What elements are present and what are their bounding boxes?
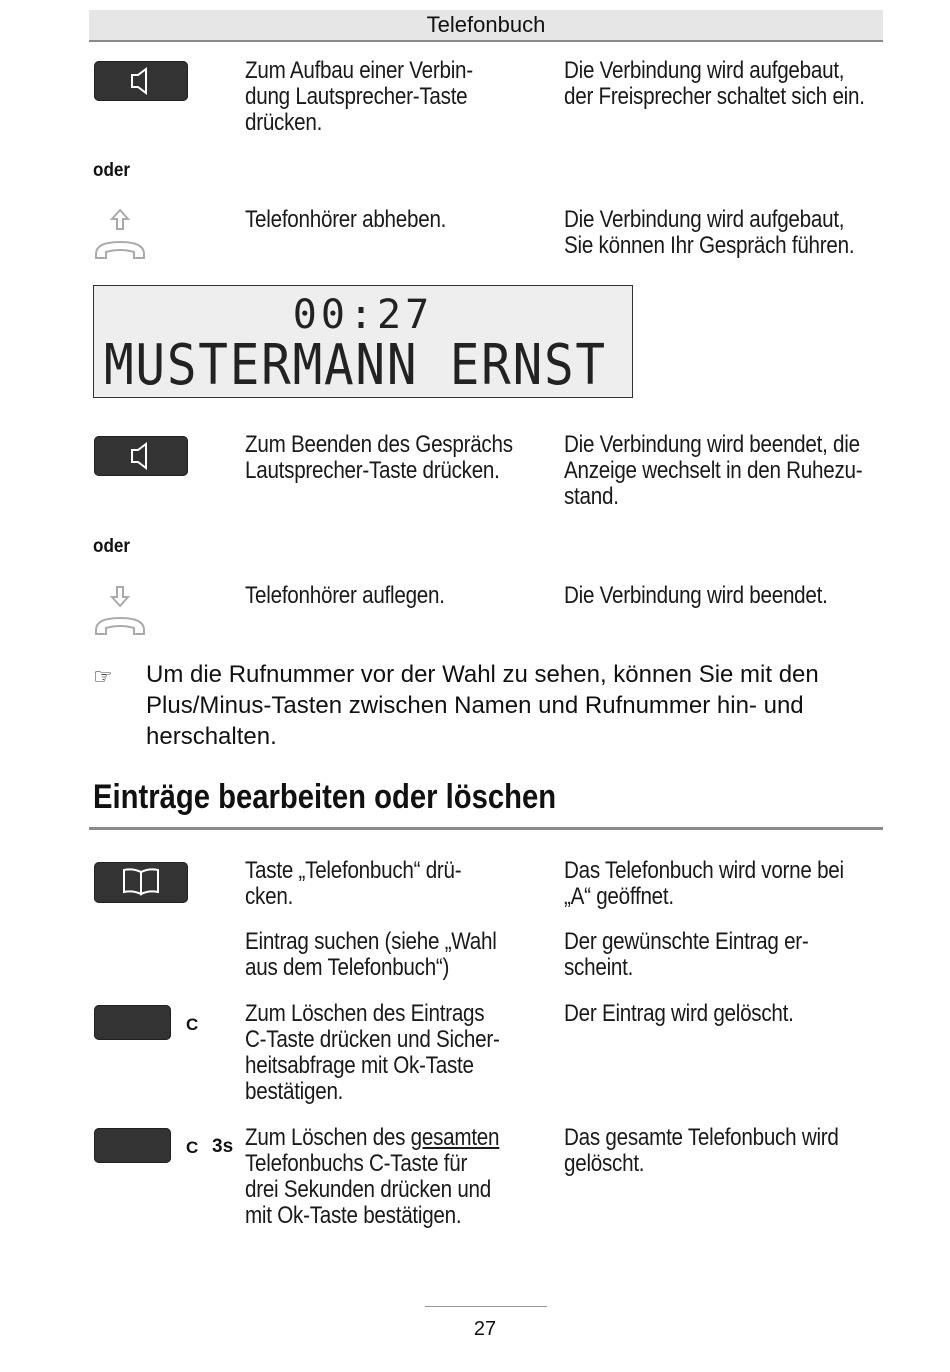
end-speaker-result: Die Verbindung wird beendet, die Anzeige wechselt in den Ruhezu- stand. [564, 431, 863, 510]
footer-divider [425, 1306, 547, 1307]
lcd-call-timer: 00:27 [292, 292, 434, 338]
speaker-icon [94, 436, 188, 476]
hold-duration-label: 3s [212, 1136, 234, 1157]
phonebook-action: Taste „Telefonbuch“ drü- cken. [245, 857, 462, 910]
speaker-key[interactable] [94, 61, 188, 101]
end-handset-action: Telefonhörer auflegen. [245, 582, 445, 609]
tip-note: Um die Rufnummer vor der Wahl zu sehen, können Sie mit den Plus/Minus-Tasten zwischen Namen und Rufnummer hin- und herschalten. [146, 661, 819, 750]
page-number: 27 [473, 1318, 497, 1340]
search-entry-result: Der gewünschte Eintrag er- scheint. [564, 928, 809, 981]
or-label-2: oder [93, 536, 131, 557]
lcd-display [93, 285, 633, 398]
speaker-icon [94, 61, 188, 101]
lcd-contact-name: MUSTERMANN ERNST [104, 333, 607, 398]
c-key-hold[interactable] [94, 1128, 171, 1163]
connect-handset-result: Die Verbindung wird aufgebaut, Sie können Ihr Gespräch führen. [564, 206, 855, 259]
delete-entry-action: Zum Löschen des Eintrags C-Taste drücken und Sicher- heitsabfrage mit Ok-Taste bestätigen. [245, 1000, 500, 1105]
section-divider [89, 827, 883, 830]
phonebook-result: Das Telefonbuch wird vorne bei „A“ geöffnet. [564, 857, 844, 910]
delete-all-result: Das gesamte Telefonbuch wird gelöscht. [564, 1124, 839, 1177]
c-key[interactable] [94, 1005, 171, 1040]
page-header: Telefonbuch [89, 10, 883, 42]
end-handset-result: Die Verbindung wird beendet. [564, 582, 828, 609]
book-icon [94, 862, 188, 903]
pointing-hand-icon: ☞ [93, 664, 113, 689]
section-title: Einträge bearbeiten oder löschen [93, 778, 557, 816]
connect-handset-action: Telefonhörer abheben. [245, 206, 447, 233]
c-key-label: C [186, 1138, 199, 1157]
speaker-key-end[interactable] [94, 436, 188, 476]
end-speaker-action: Zum Beenden des Gesprächs Lautsprecher-Taste drücken. [245, 431, 513, 484]
connect-speaker-result: Die Verbindung wird aufgebaut, der Freisprecher schaltet sich ein. [564, 57, 865, 110]
or-label-1: oder [93, 160, 131, 181]
delete-all-action: Zum Löschen des gesamten Telefonbuchs C-Taste für drei Sekunden drücken und mit Ok-Taste bestätigen. [245, 1124, 500, 1229]
handset-hangup-icon [92, 584, 148, 638]
delete-entry-result: Der Eintrag wird gelöscht. [564, 1000, 794, 1027]
search-entry-action: Eintrag suchen (siehe „Wahl aus dem Telefonbuch“) [245, 928, 497, 981]
connect-speaker-action: Zum Aufbau einer Verbin- dung Lautsprecher-Taste drücken. [245, 57, 473, 136]
c-key-label: C [186, 1015, 199, 1034]
handset-lift-icon [92, 208, 148, 262]
phonebook-key[interactable] [94, 862, 188, 903]
